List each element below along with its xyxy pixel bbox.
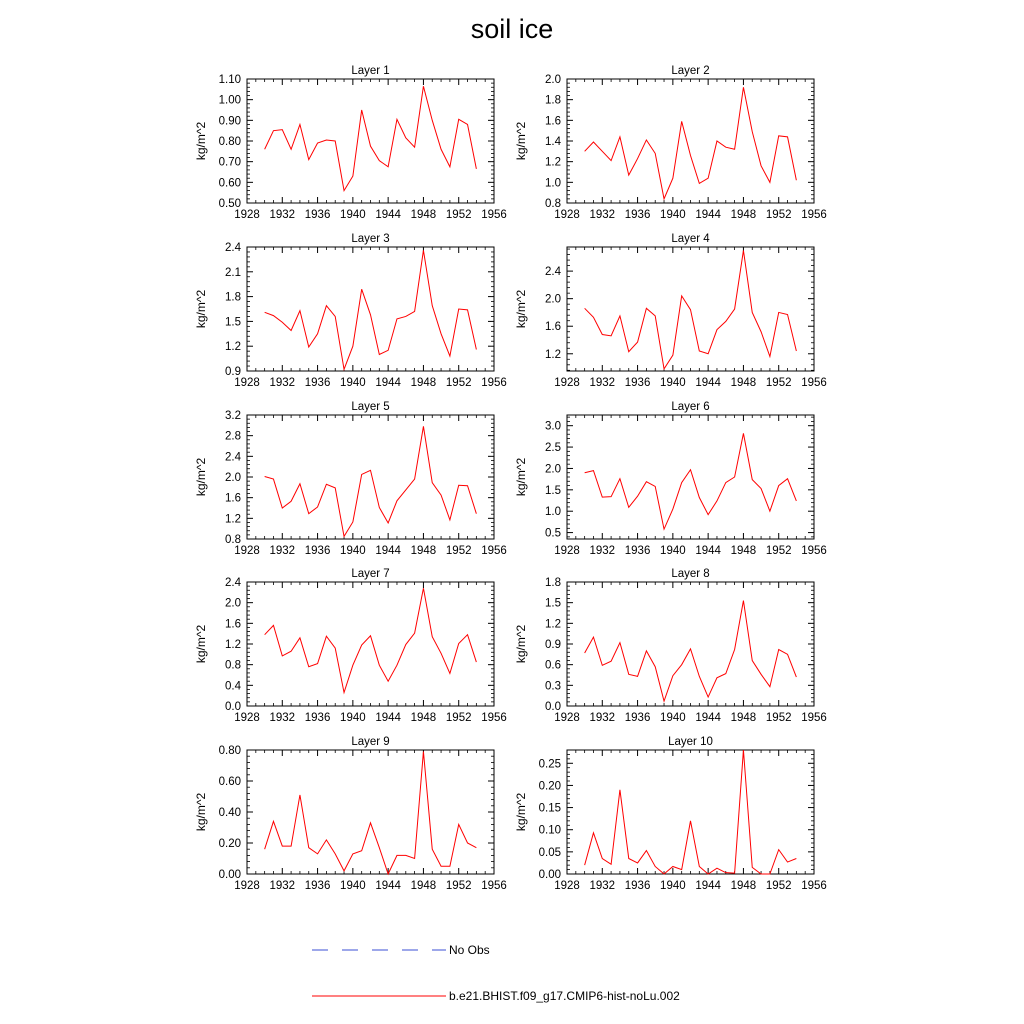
x-tick-label: 1932	[589, 545, 616, 557]
x-tick-label: 1940	[340, 712, 366, 724]
x-tick-label: 1948	[410, 377, 437, 389]
x-tick-label: 1952	[765, 545, 792, 557]
x-tick-label: 1948	[410, 712, 437, 724]
y-tick-label: 0.80	[218, 136, 241, 148]
panel-layer-3	[194, 233, 507, 389]
x-tick-label: 1928	[234, 712, 260, 724]
y-tick-label: 2.0	[545, 293, 561, 306]
x-tick-label: 1936	[304, 880, 331, 892]
legend-label: b.e21.BHIST.f09_g17.CMIP6-hist-noLu.002	[449, 989, 680, 1003]
y-tick-label: 0.5	[545, 527, 561, 540]
y-axis-label: kg/m^2	[514, 792, 528, 832]
x-tick-label: 1948	[730, 377, 757, 389]
plot-frame	[567, 582, 814, 706]
y-tick-label: 1.2	[225, 639, 241, 651]
panel-title: Layer 7	[351, 568, 390, 580]
y-tick-label: 2.4	[225, 451, 241, 464]
x-tick-label: 1948	[730, 545, 757, 557]
x-tick-label: 1940	[660, 377, 686, 389]
y-tick-label: 1.5	[545, 484, 561, 497]
x-tick-label: 1936	[624, 545, 651, 557]
y-tick-label: 0.8	[225, 534, 241, 546]
y-tick-label: 2.4	[225, 577, 241, 589]
x-tick-label: 1932	[589, 209, 616, 221]
y-tick-label: 1.5	[225, 316, 241, 329]
y-tick-label: 1.10	[218, 74, 241, 86]
y-tick-label: 0.05	[538, 846, 561, 859]
x-tick-label: 1928	[554, 712, 580, 724]
plot-frame	[247, 582, 494, 706]
y-tick-label: 0.20	[218, 838, 241, 850]
x-tick-label: 1928	[554, 545, 580, 557]
y-axis-label: kg/m^2	[514, 289, 528, 329]
x-tick-label: 1940	[340, 209, 366, 221]
y-axis-label: kg/m^2	[194, 289, 208, 329]
y-tick-label: 0.9	[545, 639, 561, 651]
y-axis-label: kg/m^2	[194, 792, 208, 832]
y-tick-label: 0.9	[225, 366, 241, 378]
panel-layer-4	[514, 233, 827, 389]
x-tick-label: 1952	[445, 545, 472, 557]
y-axis-label: kg/m^2	[194, 457, 208, 497]
y-axis-label: kg/m^2	[194, 121, 208, 161]
figure-title: soil ice	[470, 14, 554, 44]
x-tick-label: 1936	[304, 377, 331, 389]
x-tick-label: 1952	[445, 712, 472, 724]
x-tick-label: 1940	[660, 545, 686, 557]
x-tick-label: 1948	[410, 545, 437, 557]
x-tick-label: 1952	[445, 377, 472, 389]
x-tick-label: 1952	[765, 377, 792, 389]
y-tick-label: 0.25	[538, 758, 561, 771]
panel-title: Layer 1	[351, 65, 390, 77]
x-tick-label: 1948	[410, 209, 437, 221]
panel-layer-6	[514, 401, 827, 557]
y-tick-label: 1.2	[545, 348, 561, 361]
y-tick-label: 1.6	[225, 492, 241, 505]
x-tick-label: 1932	[589, 880, 616, 892]
x-tick-label: 1956	[481, 880, 507, 892]
x-tick-label: 1936	[304, 545, 331, 557]
x-tick-label: 1956	[801, 545, 827, 557]
x-tick-label: 1952	[445, 209, 472, 221]
y-tick-label: 1.0	[545, 177, 561, 190]
x-tick-label: 1952	[445, 880, 472, 892]
panel-title: Layer 6	[671, 401, 710, 413]
y-tick-label: 1.6	[225, 618, 241, 631]
x-tick-label: 1936	[624, 880, 651, 892]
plot-frame	[567, 79, 814, 203]
x-tick-label: 1932	[269, 545, 296, 557]
x-tick-label: 1928	[554, 377, 580, 389]
y-tick-label: 1.2	[225, 341, 241, 354]
y-tick-label: 0.8	[545, 198, 561, 210]
y-tick-label: 2.5	[545, 442, 561, 455]
x-tick-label: 1956	[481, 712, 507, 724]
x-tick-label: 1928	[554, 880, 580, 892]
y-tick-label: 2.8	[225, 430, 241, 443]
panel-title: Layer 2	[671, 65, 710, 77]
series-line	[585, 87, 797, 199]
y-tick-label: 1.6	[545, 321, 561, 334]
x-tick-label: 1932	[589, 712, 616, 724]
panel-title: Layer 4	[671, 233, 710, 245]
y-tick-label: 1.8	[225, 291, 241, 304]
series-line	[265, 426, 477, 536]
legend-label: No Obs	[449, 943, 490, 957]
y-tick-label: 2.0	[225, 472, 241, 484]
y-axis-label: kg/m^2	[514, 624, 528, 664]
series-line	[585, 601, 797, 702]
y-tick-label: 1.0	[545, 506, 561, 519]
y-tick-label: 0.8	[225, 659, 241, 672]
y-axis-label: kg/m^2	[194, 624, 208, 664]
x-tick-label: 1936	[304, 712, 331, 724]
x-tick-label: 1956	[481, 377, 507, 389]
x-tick-label: 1936	[304, 209, 331, 221]
panel-title: Layer 10	[668, 736, 713, 748]
x-tick-label: 1944	[695, 209, 721, 221]
x-tick-label: 1956	[481, 545, 507, 557]
plot-frame	[247, 247, 494, 371]
x-tick-label: 1928	[554, 209, 580, 221]
y-tick-label: 0.40	[218, 807, 241, 819]
x-tick-label: 1956	[801, 712, 827, 724]
y-tick-label: 3.2	[225, 410, 241, 422]
x-tick-label: 1940	[340, 545, 366, 557]
x-tick-label: 1956	[801, 880, 827, 892]
x-tick-label: 1952	[765, 880, 792, 892]
x-tick-label: 1936	[624, 209, 651, 221]
x-tick-label: 1956	[801, 377, 827, 389]
plot-frame	[247, 415, 494, 539]
y-tick-label: 0.3	[545, 680, 561, 693]
series-line	[265, 250, 477, 369]
x-tick-label: 1948	[410, 880, 437, 892]
panel-title: Layer 8	[671, 568, 710, 580]
y-tick-label: 0.00	[218, 869, 241, 881]
series-line	[265, 752, 477, 874]
plot-frame	[247, 79, 494, 203]
series-line	[585, 250, 797, 368]
panel-layer-2	[514, 65, 827, 221]
panel-title: Layer 5	[351, 401, 390, 413]
y-tick-label: 0.10	[538, 824, 561, 837]
x-tick-label: 1932	[269, 209, 296, 221]
x-tick-label: 1956	[801, 209, 827, 221]
y-tick-label: 2.0	[545, 463, 561, 476]
x-tick-label: 1944	[375, 209, 401, 221]
y-tick-label: 2.4	[225, 242, 241, 254]
panel-layer-5	[194, 401, 507, 557]
y-tick-label: 0.4	[225, 680, 241, 693]
x-tick-label: 1944	[695, 545, 721, 557]
series-line	[585, 433, 797, 529]
x-tick-label: 1948	[730, 712, 757, 724]
series-line	[265, 588, 477, 692]
y-tick-label: 1.8	[545, 94, 561, 107]
panel-layer-9	[194, 736, 507, 892]
x-tick-label: 1944	[695, 712, 721, 724]
y-tick-label: 0.15	[538, 802, 561, 815]
legend	[312, 943, 680, 1003]
x-tick-label: 1944	[695, 377, 721, 389]
panel-title: Layer 3	[351, 233, 390, 245]
y-tick-label: 0.00	[538, 869, 561, 881]
plot-frame	[567, 415, 814, 539]
y-tick-label: 0.60	[218, 776, 241, 788]
x-tick-label: 1956	[481, 209, 507, 221]
x-tick-label: 1932	[269, 880, 296, 892]
y-tick-label: 2.0	[545, 74, 561, 86]
panel-layer-7	[194, 568, 507, 724]
y-tick-label: 0.50	[218, 198, 241, 210]
x-tick-label: 1944	[695, 880, 721, 892]
x-tick-label: 1932	[269, 712, 296, 724]
y-tick-label: 1.2	[545, 156, 561, 169]
x-tick-label: 1940	[340, 880, 366, 892]
x-tick-label: 1944	[375, 880, 401, 892]
y-tick-label: 0.60	[218, 177, 241, 190]
y-tick-label: 3.0	[545, 420, 561, 433]
x-tick-label: 1944	[375, 712, 401, 724]
y-tick-label: 0.90	[218, 115, 241, 128]
x-tick-label: 1940	[340, 377, 366, 389]
x-tick-label: 1948	[730, 209, 757, 221]
x-tick-label: 1928	[234, 880, 260, 892]
y-tick-label: 0.6	[545, 659, 561, 672]
y-tick-label: 1.4	[545, 136, 561, 148]
series-line	[265, 86, 477, 190]
x-tick-label: 1936	[624, 377, 651, 389]
x-tick-label: 1932	[269, 377, 296, 389]
x-tick-label: 1944	[375, 545, 401, 557]
y-tick-label: 1.8	[545, 577, 561, 589]
y-axis-label: kg/m^2	[514, 121, 528, 161]
y-tick-label: 1.00	[218, 94, 241, 107]
panel-title: Layer 9	[351, 736, 390, 748]
x-tick-label: 1928	[234, 545, 260, 557]
x-tick-label: 1944	[375, 377, 401, 389]
y-tick-label: 0.70	[218, 156, 241, 169]
panel-layer-8	[514, 568, 827, 724]
y-tick-label: 2.1	[225, 266, 241, 279]
x-tick-label: 1932	[589, 377, 616, 389]
y-tick-label: 1.6	[545, 115, 561, 128]
x-tick-label: 1940	[660, 712, 686, 724]
x-tick-label: 1928	[234, 377, 260, 389]
series-line	[585, 750, 797, 874]
x-tick-label: 1948	[730, 880, 757, 892]
y-axis-label: kg/m^2	[514, 457, 528, 497]
x-tick-label: 1940	[660, 209, 686, 221]
y-tick-label: 0.80	[218, 745, 241, 757]
panel-layer-1	[194, 65, 507, 221]
y-tick-label: 2.4	[545, 266, 561, 279]
y-tick-label: 1.2	[225, 513, 241, 526]
y-tick-label: 2.0	[225, 597, 241, 610]
y-tick-label: 0.0	[225, 701, 241, 713]
y-tick-label: 0.0	[545, 701, 561, 713]
x-tick-label: 1952	[765, 209, 792, 221]
y-tick-label: 1.2	[545, 618, 561, 631]
plot-frame	[247, 750, 494, 874]
x-tick-label: 1952	[765, 712, 792, 724]
x-tick-label: 1936	[624, 712, 651, 724]
y-tick-label: 0.20	[538, 780, 561, 793]
y-tick-label: 1.5	[545, 597, 561, 610]
x-tick-label: 1928	[234, 209, 260, 221]
x-tick-label: 1940	[660, 880, 686, 892]
panel-layer-10	[514, 736, 827, 892]
